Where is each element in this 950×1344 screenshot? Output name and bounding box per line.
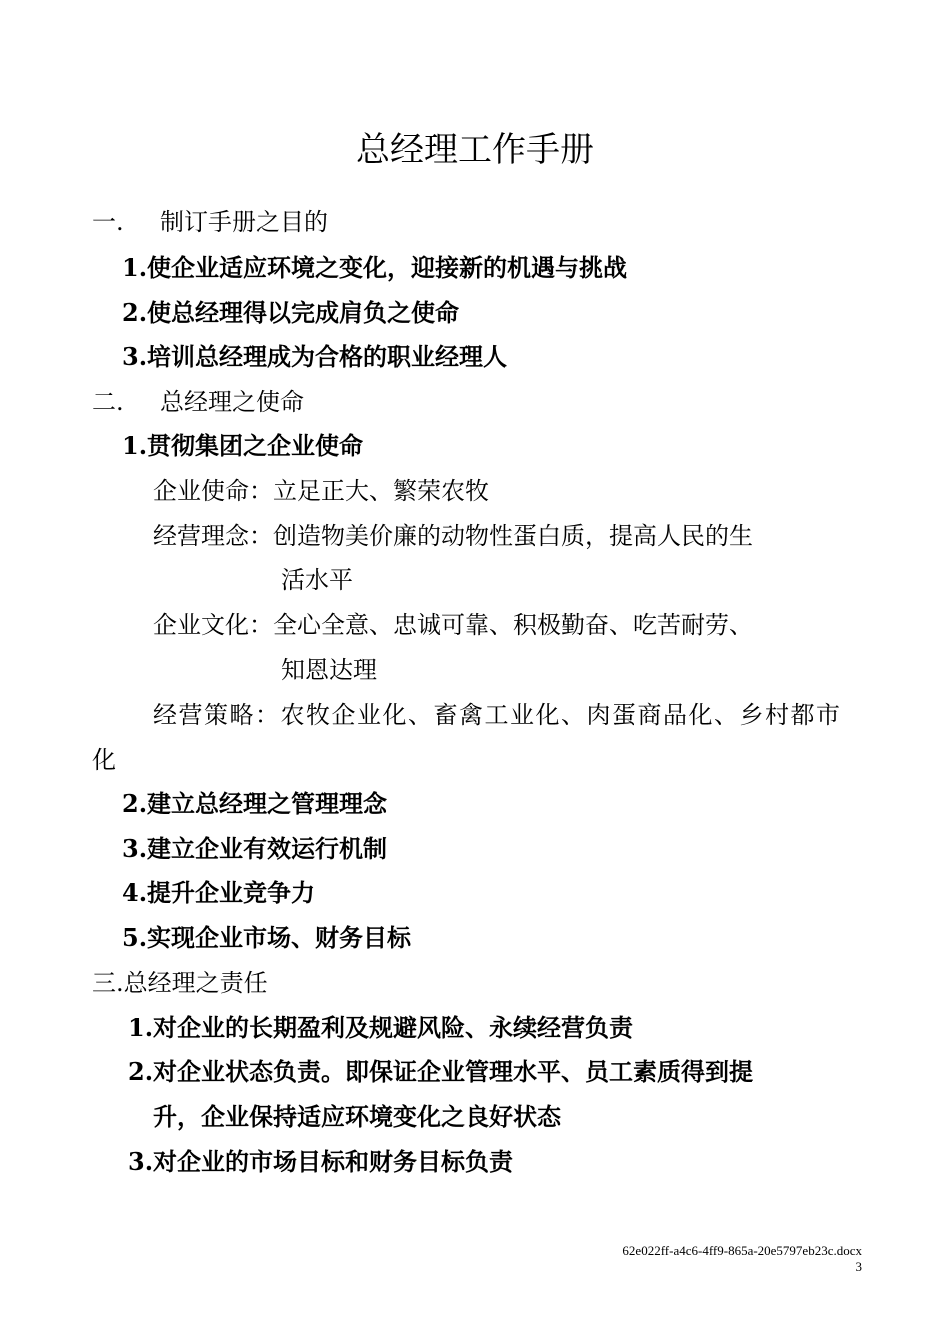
section-2-item-2: 2.建立总经理之管理理念 <box>122 789 388 818</box>
section-2-item-5: 5.实现企业市场、财务目标 <box>122 923 412 952</box>
footer-page-number: 3 <box>855 1259 862 1274</box>
section-2-item-4: 4.提升企业竞争力 <box>122 878 316 907</box>
strategy-line-2: 化 <box>92 746 116 774</box>
section-1-heading: 制订手册之目的 <box>160 208 328 236</box>
document-title: 总经理工作手册 <box>356 130 594 170</box>
footer-filename: 62e022ff-a4c6-4ff9-865a-20e5797eb23c.docx <box>622 1243 862 1258</box>
section-1-item-2: 2.使总经理得以完成肩负之使命 <box>122 298 460 327</box>
section-1-item-1: 1.使企业适应环境之变化，迎接新的机遇与挑战 <box>122 253 628 282</box>
section-3-heading: 三.总经理之责任 <box>92 969 268 997</box>
culture-line-2: 知恩达理 <box>281 656 377 684</box>
philosophy-line-1: 经营理念：创造物美价廉的动物性蛋白质，提高人民的生 <box>153 522 753 550</box>
section-2-item-3: 3.建立企业有效运行机制 <box>122 834 388 863</box>
mission-line: 企业使命：立足正大、繁荣农牧 <box>153 477 489 505</box>
philosophy-line-2: 活水平 <box>281 566 353 594</box>
section-2-heading: 总经理之使命 <box>160 388 304 416</box>
section-1-item-3: 3.培训总经理成为合格的职业经理人 <box>122 342 508 371</box>
section-1-number: 一. <box>92 208 124 236</box>
section-3-item-3: 3.对企业的市场目标和财务目标负责 <box>128 1147 514 1176</box>
section-2-number: 二. <box>92 388 124 416</box>
section-3-item-2-line-2: 升，企业保持适应环境变化之良好状态 <box>153 1102 561 1131</box>
culture-line-1: 企业文化：全心全意、忠诚可靠、积极勤奋、吃苦耐劳、 <box>153 611 753 639</box>
section-3-item-1: 1.对企业的长期盈利及规避风险、永续经营负责 <box>128 1013 634 1042</box>
strategy-line-1: 经营策略：农牧企业化、畜禽工业化、肉蛋商品化、乡村都市 <box>153 701 842 729</box>
section-3-item-2-line-1: 2.对企业状态负责。即保证企业管理水平、员工素质得到提 <box>128 1057 754 1086</box>
section-2-item-1: 1.贯彻集团之企业使命 <box>122 431 364 460</box>
